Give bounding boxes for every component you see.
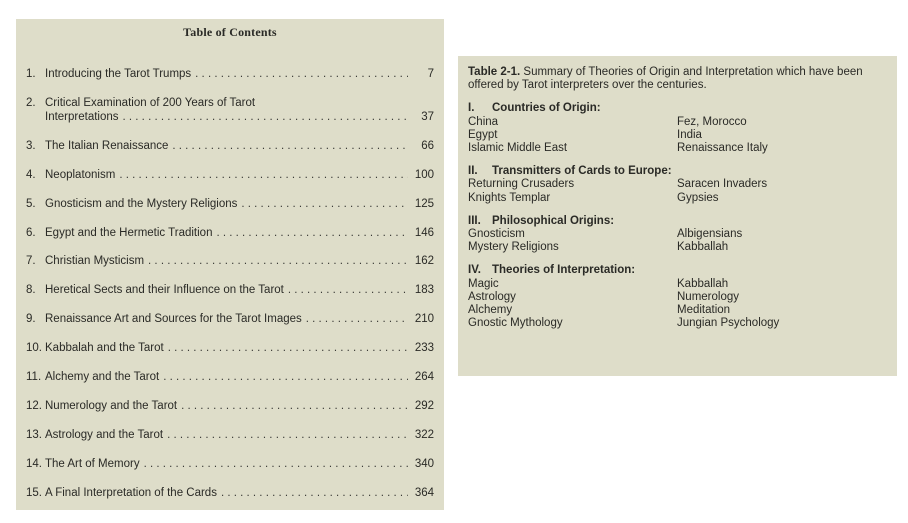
toc-entry-title-continued: Interpretations bbox=[45, 110, 119, 123]
toc-title: Table of Contents bbox=[183, 25, 277, 39]
toc-entry-page: 183 bbox=[414, 284, 434, 297]
toc-entry-page: 7 bbox=[427, 68, 434, 80]
toc-entry-number: 3. bbox=[26, 139, 36, 152]
dot-leader bbox=[241, 197, 408, 211]
toc-entry-page: 125 bbox=[414, 197, 434, 210]
toc-entry bbox=[26, 254, 434, 283]
toc-entry-number: 13. bbox=[26, 428, 42, 441]
toc-entry-number: 14. bbox=[26, 457, 42, 470]
toc-entry-number: 4. bbox=[26, 168, 36, 181]
section-heading bbox=[468, 165, 887, 178]
table-caption-label: Table 2-1. bbox=[468, 66, 521, 78]
toc-entry-number: 5. bbox=[26, 197, 36, 210]
item: China bbox=[468, 115, 499, 128]
toc-entry bbox=[26, 428, 434, 457]
toc-entry-page: 322 bbox=[414, 428, 434, 441]
item: Alchemy bbox=[468, 304, 513, 317]
toc-entry bbox=[26, 312, 434, 341]
dot-leader bbox=[168, 341, 408, 355]
toc-entry-title: Numerology and the Tarot bbox=[45, 399, 178, 412]
item: Jungian Psychology bbox=[677, 317, 780, 330]
section-theories-of-interpretation bbox=[468, 264, 887, 330]
table-caption bbox=[468, 66, 887, 92]
toc-entry-title: Neoplatonism bbox=[45, 168, 116, 181]
item: Gypsies bbox=[677, 191, 719, 204]
dot-leader bbox=[167, 428, 408, 442]
item: Egypt bbox=[468, 128, 498, 141]
toc-entry-title: A Final Interpretation of the Cards bbox=[45, 486, 217, 499]
item: Magic bbox=[468, 277, 499, 290]
toc-entry-page: 37 bbox=[421, 110, 434, 123]
toc-entry-page: 340 bbox=[414, 457, 434, 470]
toc-entry-title: Introducing the Tarot Trumps bbox=[45, 68, 192, 80]
toc-entry-page: 146 bbox=[414, 226, 434, 239]
section-numeral: II. bbox=[468, 165, 478, 178]
dot-leader bbox=[216, 226, 408, 240]
toc-entry-page: 364 bbox=[414, 486, 434, 499]
item: Gnosticism bbox=[468, 228, 525, 241]
section-heading-text: Transmitters of Cards to Europe: bbox=[492, 165, 672, 178]
dot-leader bbox=[163, 370, 408, 384]
item: Meditation bbox=[677, 304, 731, 317]
section-countries-of-origin bbox=[468, 102, 887, 155]
toc-entry bbox=[26, 96, 434, 139]
section-heading-text: Theories of Interpretation: bbox=[492, 264, 636, 277]
dot-leader bbox=[148, 254, 408, 268]
toc-entry-title: Astrology and the Tarot bbox=[45, 428, 164, 441]
toc-entry-number: 1. bbox=[26, 68, 36, 80]
item: Mystery Religions bbox=[468, 241, 559, 254]
section-heading bbox=[468, 102, 887, 115]
section-heading-text: Philosophical Origins: bbox=[492, 214, 615, 227]
section-numeral: IV. bbox=[468, 264, 482, 277]
item: Gnostic Mythology bbox=[468, 317, 563, 330]
table-caption-text: Summary of Theories of Origin and Interpretation which have been offered by Tarot interpreters over the centuries. bbox=[468, 66, 863, 92]
toc-entry bbox=[26, 341, 434, 370]
section-transmitters bbox=[468, 165, 887, 205]
toc-entry-number: 7. bbox=[26, 255, 36, 268]
toc-entry-number: 12. bbox=[26, 399, 42, 412]
item: Renaissance Italy bbox=[677, 142, 768, 155]
toc-entry bbox=[26, 226, 434, 255]
toc-entry bbox=[26, 168, 434, 197]
toc-entry-title: Critical Examination of 200 Years of Tarot bbox=[45, 96, 256, 109]
dot-leader bbox=[172, 139, 408, 153]
dot-leader bbox=[306, 312, 408, 326]
toc-entry-title: Gnosticism and the Mystery Religions bbox=[45, 197, 238, 210]
toc-entry-number: 8. bbox=[26, 284, 36, 297]
item: Fez, Morocco bbox=[677, 115, 747, 128]
toc-entry-number: 2. bbox=[26, 96, 36, 109]
item: India bbox=[677, 128, 702, 141]
toc-entry-page: 100 bbox=[414, 168, 434, 181]
item: Knights Templar bbox=[468, 191, 551, 204]
section-items bbox=[468, 278, 887, 331]
section-heading bbox=[468, 264, 887, 277]
dot-leader bbox=[144, 457, 408, 471]
item: Numerology bbox=[677, 290, 739, 303]
toc-entry-number: 10. bbox=[26, 342, 42, 355]
item: Saracen Invaders bbox=[677, 178, 768, 191]
toc-entry-title: Egypt and the Hermetic Tradition bbox=[45, 226, 213, 239]
toc-entry bbox=[26, 139, 434, 168]
toc-entry-page: 210 bbox=[414, 313, 434, 326]
section-items bbox=[468, 228, 887, 254]
dot-leader bbox=[195, 67, 408, 81]
section-heading-text: Countries of Origin: bbox=[492, 102, 601, 115]
dot-leader bbox=[288, 283, 408, 297]
toc-entry-title: Kabbalah and the Tarot bbox=[45, 342, 164, 355]
toc-entry-number: 9. bbox=[26, 313, 36, 326]
toc-entry-title: Heretical Sects and their Influence on the Tarot bbox=[45, 284, 284, 297]
toc-entry-number: 15. bbox=[26, 486, 42, 499]
toc-entry-title: The Italian Renaissance bbox=[45, 139, 169, 152]
toc-entry bbox=[26, 67, 434, 96]
toc-entry bbox=[26, 283, 434, 312]
toc-entry-page: 162 bbox=[414, 255, 434, 268]
toc-entry-number: 6. bbox=[26, 226, 36, 239]
item: Astrology bbox=[468, 290, 516, 303]
toc-entry bbox=[26, 370, 434, 399]
toc-entry-title: Renaissance Art and Sources for the Tarot Images bbox=[45, 313, 302, 326]
toc-entry-number: 11. bbox=[26, 371, 42, 384]
toc-list bbox=[26, 67, 434, 514]
toc-entry bbox=[26, 197, 434, 226]
toc-entry bbox=[26, 399, 434, 428]
section-numeral: III. bbox=[468, 214, 481, 227]
toc-entry-page: 66 bbox=[421, 139, 434, 152]
toc-entry-title: Christian Mysticism bbox=[45, 255, 145, 268]
section-heading bbox=[468, 215, 887, 228]
toc-entry-title: Alchemy and the Tarot bbox=[45, 371, 160, 384]
item: Kabballah bbox=[677, 241, 729, 254]
toc-entry-title: The Art of Memory bbox=[45, 457, 140, 470]
toc-entry-page: 292 bbox=[414, 399, 434, 412]
dot-leader bbox=[221, 486, 408, 500]
toc-entry-page: 264 bbox=[414, 371, 434, 384]
item: Kabballah bbox=[677, 277, 729, 290]
toc-entry-page: 233 bbox=[414, 342, 434, 355]
item: Albigensians bbox=[677, 228, 743, 241]
item: Returning Crusaders bbox=[468, 178, 575, 191]
dot-leader bbox=[119, 168, 408, 182]
dot-leader bbox=[123, 110, 408, 124]
item: Islamic Middle East bbox=[468, 142, 568, 155]
section-philosophical-origins bbox=[468, 215, 887, 255]
summary-table-panel bbox=[458, 56, 897, 376]
section-numeral: I. bbox=[468, 102, 475, 115]
table-of-contents-panel bbox=[16, 19, 444, 510]
section-items bbox=[468, 116, 887, 156]
section-items bbox=[468, 178, 887, 204]
toc-entry bbox=[26, 486, 434, 515]
toc-entry bbox=[26, 457, 434, 486]
dot-leader bbox=[181, 399, 408, 413]
